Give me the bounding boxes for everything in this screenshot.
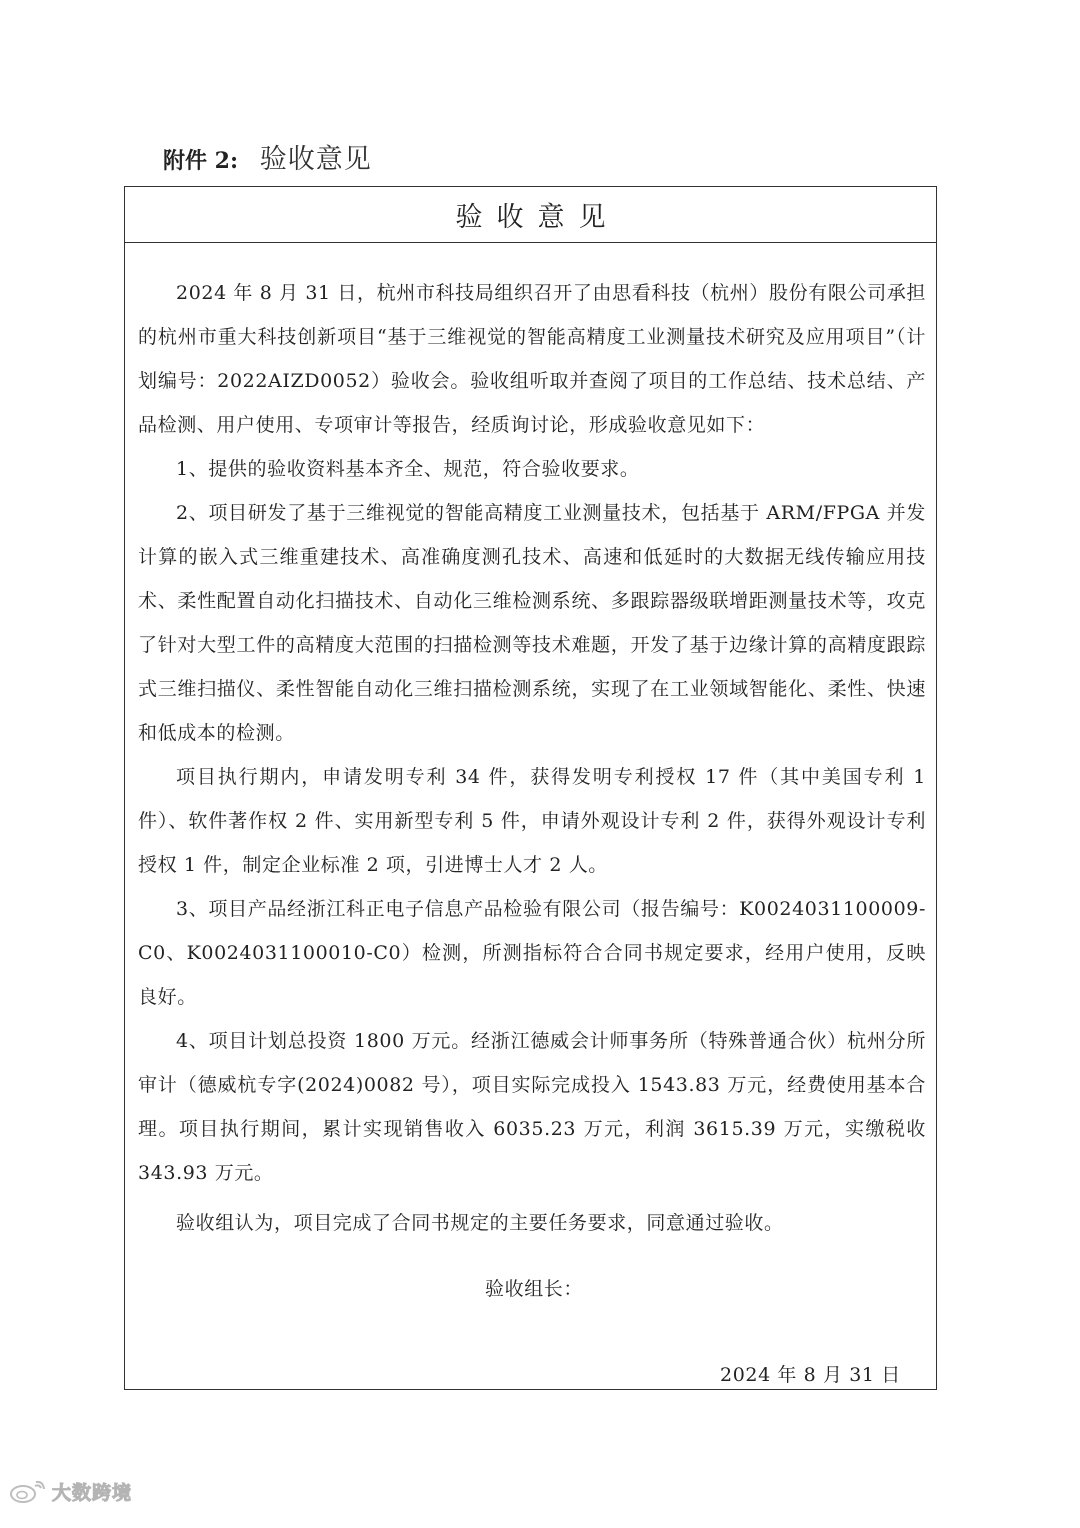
- attachment-heading: [163, 142, 372, 179]
- attachment-title: 验收意见: [259, 144, 372, 175]
- opinion-paragraph-2: 2、项目研发了基于三维视觉的智能高精度工业测量技术，包括基于 ARM/FPGA 并发计算的嵌入式三维重建技术、高准确度测孔技术、高速和低延时的大数据无线传输应用技术、柔性配置自动化扫描技术、自动化三维检测系统、多跟踪器级联增距测量技术等，攻克了针对大型工件的高精度大范围的扫描检测等技术难题，开发了基于边缘计算的高精度跟踪式三维扫描仪、柔性智能自动化三维扫描检测系统，实现了在工业领域智能化、柔性、快速和低成本的检测。: [138, 502, 926, 744]
- opinion-paragraph-3: 3、项目产品经浙江科正电子信息产品检验有限公司（报告编号：K0024031100009-C0、K0024031100010-C0）检测，所测指标符合合同书规定要求，经用户使用，反映良好。: [138, 898, 926, 1008]
- watermark-text: 大数跨境: [52, 1482, 133, 1504]
- watermark: [8, 1478, 132, 1505]
- table-header: [125, 187, 936, 243]
- acceptance-opinion-table: [124, 186, 937, 1390]
- attachment-label: 附件 2:: [163, 148, 239, 174]
- table-header-title: 验收意见: [455, 202, 620, 233]
- opinion-paragraph-4: 4、项目计划总投资 1800 万元。经浙江德威会计师事务所（特殊普通合伙）杭州分所审计（德威杭专字(2024)0082 号），项目实际完成投入 1543.83 万元，经费使用基本合理。项目执行期间，累计实现销售收入 6035.23 万元，利润 3615.39 万元，实缴税收 343.93 万元。: [138, 1030, 926, 1184]
- signature-date: 2024 年 8 月 31 日: [720, 1364, 901, 1386]
- table-body: [125, 243, 936, 1389]
- group-leader-signature-label: 验收组长：: [485, 1278, 584, 1300]
- opinion-conclusion: 验收组认为，项目完成了合同书规定的主要任务要求，同意通过验收。: [176, 1212, 784, 1234]
- opinion-paragraph-patents: 项目执行期内，申请发明专利 34 件，获得发明专利授权 17 件（其中美国专利 1 件）、软件著作权 2 件、实用新型专利 5 件，申请外观设计专利 2 件，获得外观设计专利授权 1 件，制定企业标准 2 项，引进博士人才 2 人。: [138, 766, 926, 876]
- opinion-paragraph-intro: 2024 年 8 月 31 日，杭州市科技局组织召开了由思看科技（杭州）股份有限公司承担的杭州市重大科技创新项目“基于三维视觉的智能高精度工业测量技术研究及应用项目”（计划编号：2022AIZD0052）验收会。验收组听取并查阅了项目的工作总结、技术总结、产品检测、用户使用、专项审计等报告，经质询讨论，形成验收意见如下：: [138, 282, 926, 436]
- opinion-paragraph-1: 1、提供的验收资料基本齐全、规范，符合验收要求。: [176, 458, 640, 480]
- weibo-logo-icon: [8, 1480, 46, 1504]
